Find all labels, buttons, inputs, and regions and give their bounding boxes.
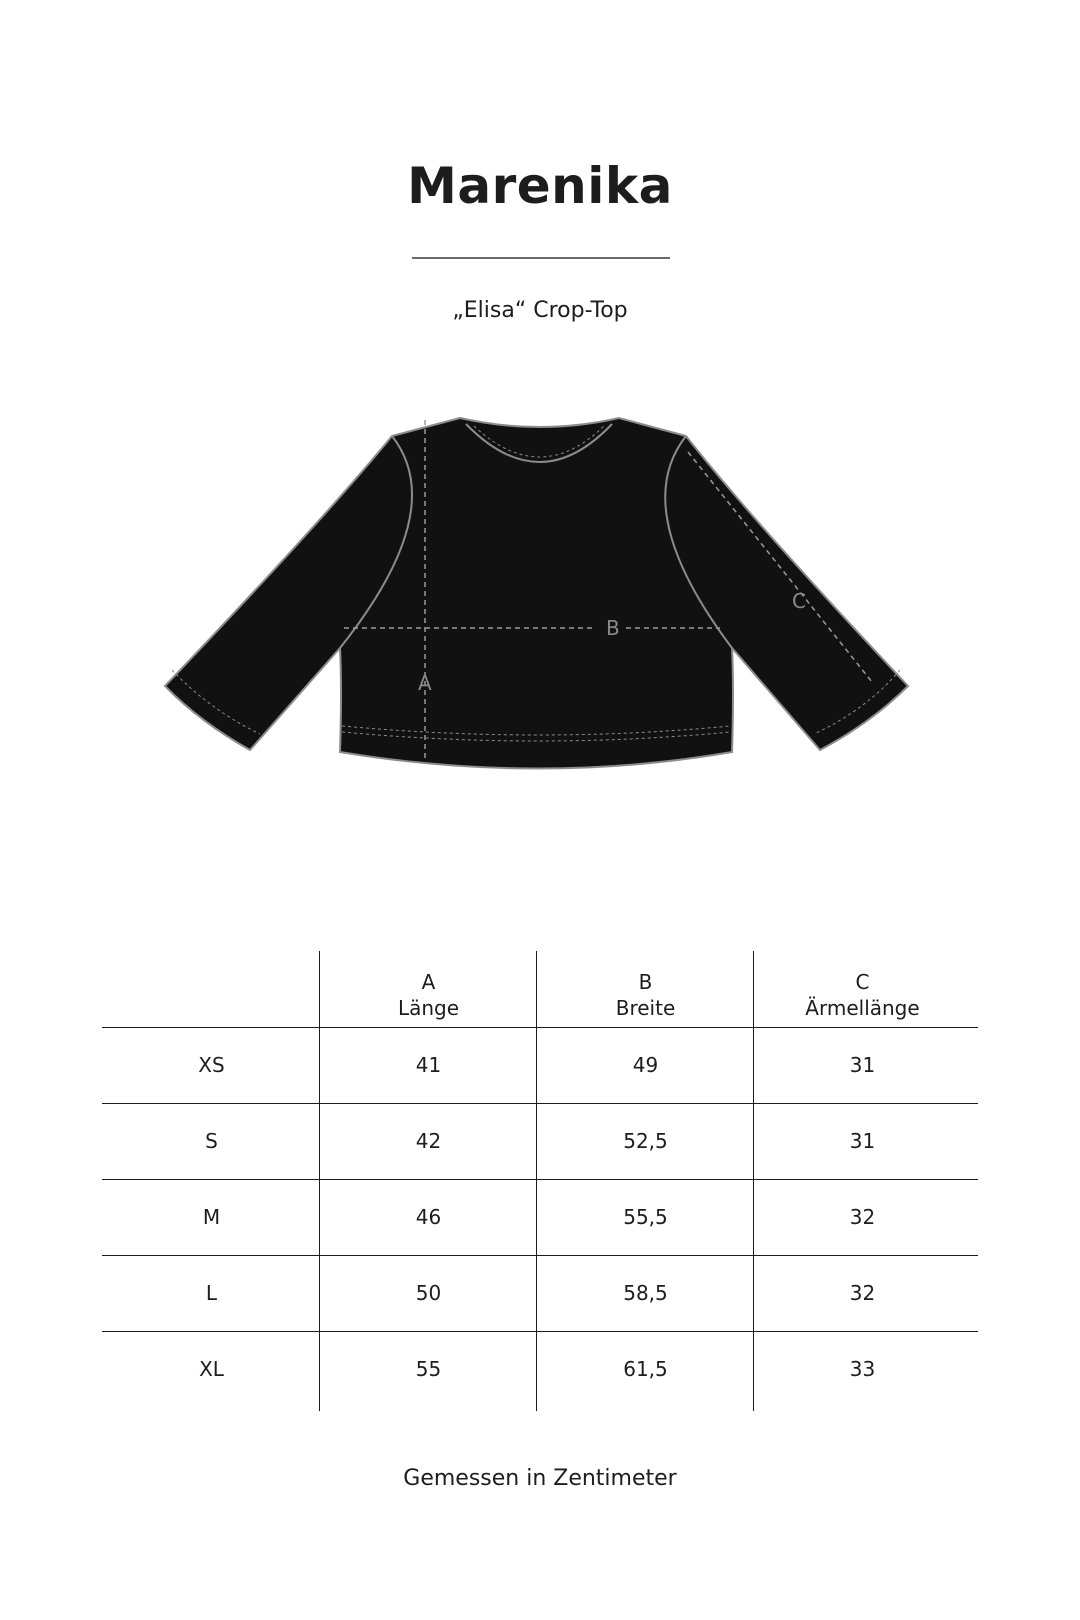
size-label: M <box>202 1205 221 1229</box>
measure-b-label: B <box>606 616 620 640</box>
length-value: 50 <box>415 1281 442 1305</box>
width-value: 58,5 <box>623 1281 668 1305</box>
product-name: „Elisa“ Crop-Top <box>452 298 628 323</box>
sleeve-value: 32 <box>849 1281 876 1305</box>
column-header-c <box>753 969 972 1021</box>
column-header-b <box>536 969 755 1021</box>
column-name: Ärmellänge <box>805 996 920 1020</box>
width-value: 52,5 <box>623 1129 668 1153</box>
measure-c-label: C <box>792 589 806 613</box>
measurement-unit-note: Gemessen in Zentimeter <box>403 1466 677 1491</box>
column-name: Breite <box>615 996 676 1020</box>
width-value: 55,5 <box>623 1205 668 1229</box>
size-label: S <box>205 1129 218 1153</box>
column-name: Länge <box>397 996 460 1020</box>
column-letter: B <box>638 970 653 994</box>
sleeve-value: 33 <box>849 1357 876 1381</box>
width-value: 49 <box>632 1053 659 1077</box>
length-value: 46 <box>415 1205 442 1229</box>
length-value: 42 <box>415 1129 442 1153</box>
length-value: 55 <box>415 1357 442 1381</box>
crop-top-drawing <box>160 400 920 800</box>
width-value: 61,5 <box>623 1357 668 1381</box>
length-value: 41 <box>415 1053 442 1077</box>
size-label: XS <box>198 1053 225 1077</box>
size-table <box>102 951 978 1411</box>
size-label: L <box>205 1281 218 1305</box>
garment-illustration <box>160 400 920 800</box>
sleeve-value: 32 <box>849 1205 876 1229</box>
size-label: XL <box>199 1357 224 1381</box>
column-letter: A <box>421 970 436 994</box>
title-divider <box>412 257 670 259</box>
column-header-a <box>319 969 538 1021</box>
sleeve-value: 31 <box>849 1053 876 1077</box>
measure-a-label: A <box>418 671 432 695</box>
column-letter: C <box>855 970 870 994</box>
brand-title: Marenika <box>407 157 673 215</box>
sleeve-value: 31 <box>849 1129 876 1153</box>
